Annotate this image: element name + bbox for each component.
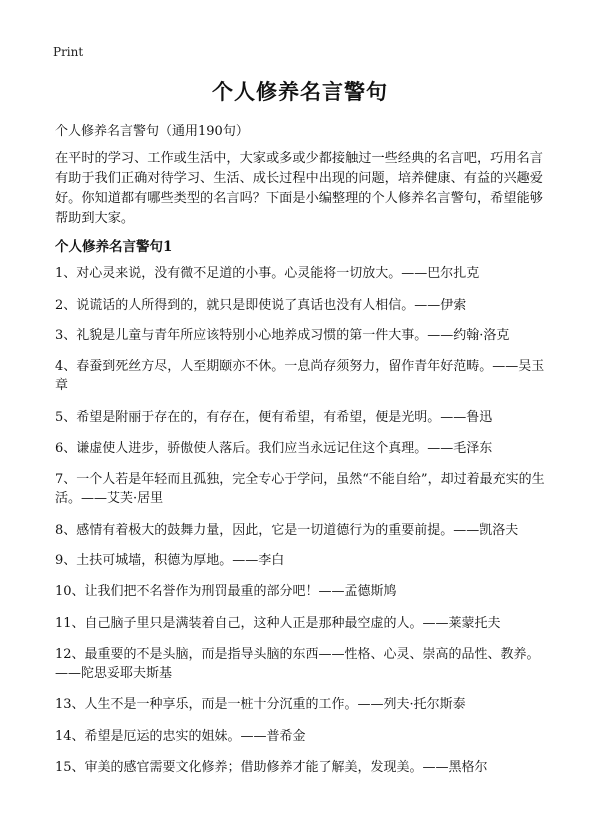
quote-item: 14、希望是厄运的忠实的姐妹。——普希金 (55, 729, 306, 744)
subtitle: 个人修养名言警句（通用190句） (55, 124, 249, 139)
quote-item: 4、春蚕到死丝方尽，人至期颐亦不休。一息尚存须努力，留作青年好范畴。——吴玉章 (55, 359, 545, 393)
quote-item: 5、希望是附丽于存在的，有存在，便有希望，有希望，便是光明。——鲁迅 (55, 410, 493, 425)
quote-item: 8、感情有着极大的鼓舞力量，因此，它是一切道德行为的重要前提。——凯洛夫 (55, 523, 519, 538)
quote-item: 3、礼貌是儿童与青年所应该特别小心地养成习惯的第一件大事。——约翰·洛克 (55, 328, 510, 343)
page-title: 个人修养名言警句 (212, 79, 388, 104)
intro-paragraph: 在平时的学习、工作或生活中，大家或多或少都接触过一些经典的名言吧，巧用名言有助于我们正确对待学习、生活、成长过程中出现的问题，培养健康、有益的兴趣爱好。你知道都有哪些类型的名言吗？下面是小编整理的个人修养名言警句，希望能够帮助到大家。 (55, 151, 543, 226)
quote-item: 2、说谎话的人所得到的，就只是即使说了真话也没有人相信。——伊索 (55, 298, 467, 313)
quote-item: 9、土扶可城墙，积德为厚地。——李白 (55, 553, 285, 568)
quote-item: 12、最重要的不是头脑，而是指导头脑的东西——性格、心灵、崇高的品性、教养。——陀思妥耶夫斯基 (55, 647, 540, 681)
quote-item: 15、审美的感官需要文化修养；借助修养才能了解美，发现美。——黑格尔 (55, 760, 488, 775)
print-link[interactable]: Print (53, 45, 84, 59)
quote-item: 1、对心灵来说，没有微不足道的小事。心灵能将一切放大。——巴尔扎克 (55, 266, 480, 281)
quote-item: 7、一个人若是年轻而且孤独，完全专心于学问，虽然“不能自给”，却过着最充实的生活。——艾芙·居里 (55, 472, 545, 506)
quote-item: 10、让我们把不名誉作为刑罚最重的部分吧！——孟德斯鸠 (55, 584, 397, 599)
quote-item: 11、自己脑子里只是满装着自己，这种人正是那种最空虚的人。——莱蒙托夫 (55, 616, 501, 631)
section-heading: 个人修养名言警句1 (55, 239, 173, 255)
quote-item: 13、人生不是一种享乐，而是一桩十分沉重的工作。——列夫·托尔斯泰 (55, 697, 466, 712)
quote-item: 6、谦虚使人进步，骄傲使人落后。我们应当永远记住这个真理。——毛泽东 (55, 441, 493, 456)
